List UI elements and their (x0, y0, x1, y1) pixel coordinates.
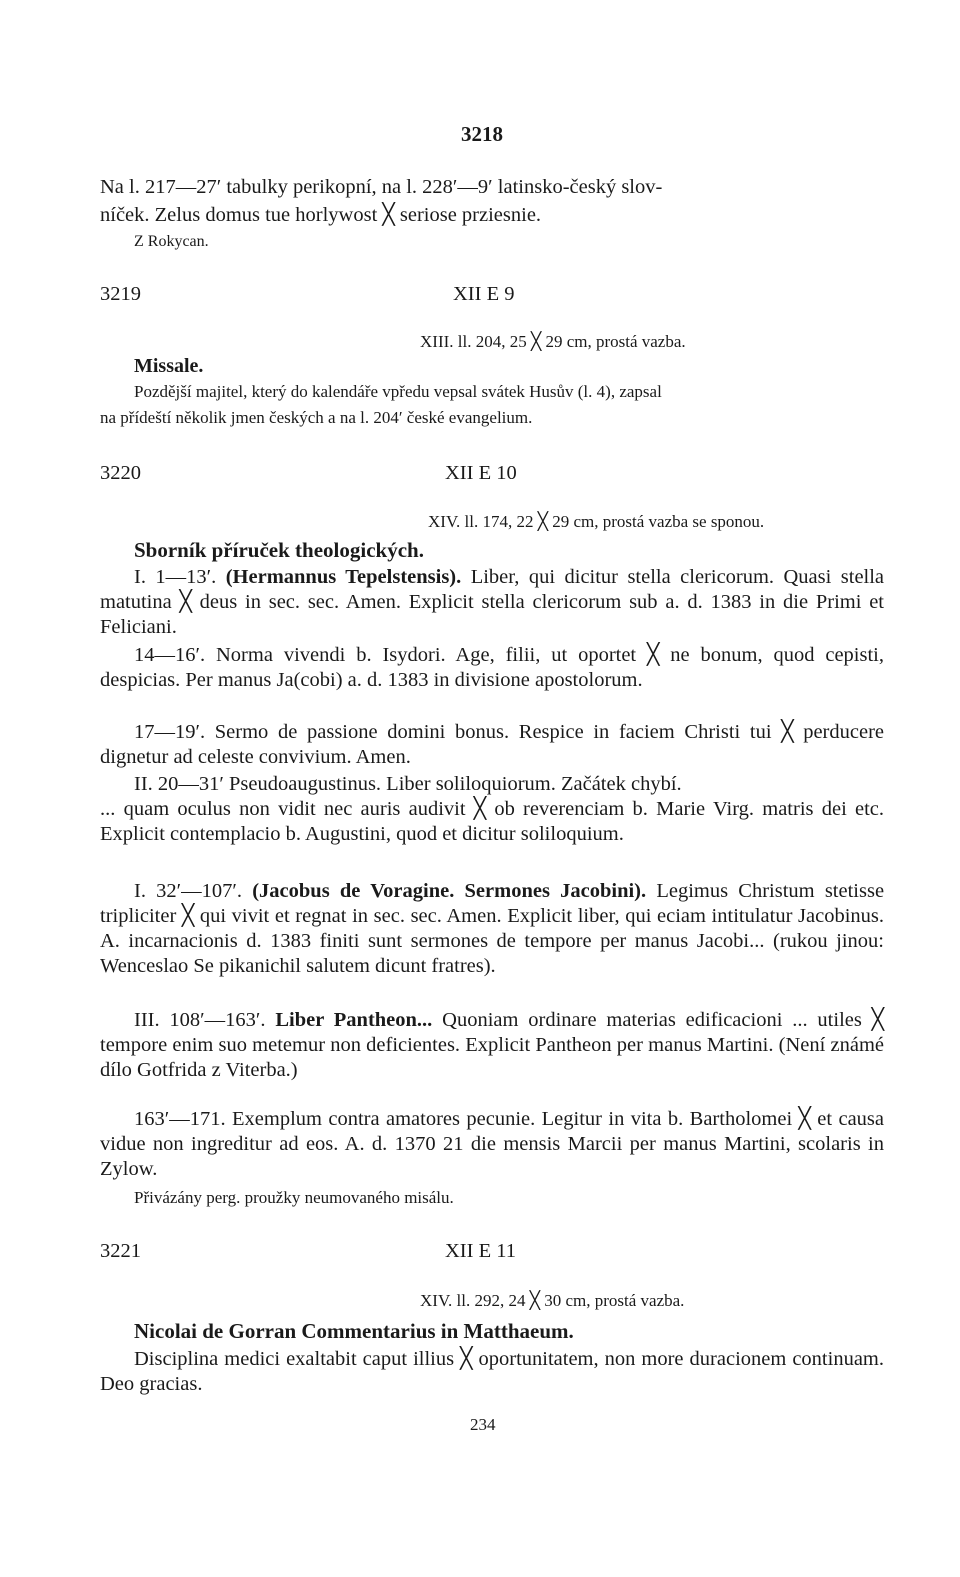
physical-description: XIV. ll. 174, 22 ╳ 29 cm, prostá vazba se sponou. (428, 512, 765, 531)
paragraph-text: Liber, qui dicitur stella clericorum. Quasi stella matutina ╳ deus in sec. sec. Amen. Explicit stella clericorum sub a. d. 1383 in die Primi et Feliciani. (100, 566, 885, 638)
entry-3218-line: Na l. 217—27′ tabulky perikopní, na l. 228′—9′ latinsko-český slov- (100, 176, 663, 198)
author-name: (Jacobus de Voragine. Sermones Jacobini). (252, 880, 647, 902)
content-paragraph (100, 879, 884, 979)
physical-description: XIII. ll. 204, 25 ╳ 29 cm, prostá vazba. (420, 332, 686, 351)
entry-3218-provenance: Z Rokycan. (134, 233, 209, 250)
paragraph-text: 17—19′. Sermo de passione domini bonus. Respice in faciem Christi tui ╳ perducere dignetur ad celeste convivium. Amen. (100, 721, 884, 768)
entry-note-line: Pozdější majitel, který do kalendáře vpředu vepsal svátek Husův (l. 4), zapsal (134, 382, 662, 401)
entry-title: Missale. (134, 355, 204, 377)
folio-range: I. 32′—107′. (134, 880, 243, 902)
entry-title: Nicolai de Gorran Commentarius in Matthaeum. (134, 1319, 574, 1343)
entry-number: 3221 (100, 1240, 141, 1262)
work-title: Liber Pantheon... (275, 1009, 433, 1031)
content-paragraph (100, 797, 884, 847)
paragraph-text: Quoniam ordinare materias edificacioni ... utiles ╳ tempore enim suo metemur non deficientes. Explicit Pantheon per manus Martini. (Není známé dílo Gotfrida z Viterba.) (100, 1009, 885, 1081)
paragraph-text: II. 20—31′ Pseudoaugustinus. Liber soliloquiorum. Začátek chybí. (134, 773, 682, 795)
content-paragraph (100, 1008, 884, 1083)
entry-note: Přivázány perg. proužky neumovaného misálu. (134, 1188, 454, 1207)
paragraph-text: 163′—171. Exemplum contra amatores pecunie. Legitur in vita b. Bartholomei ╳ et causa vidue non ingreditur ad eos. A. d. 1370 21 die mensis Marcii per manus Martini, scolaris in Zylow. (100, 1108, 884, 1180)
author-name: (Hermannus Tepelstensis). (225, 566, 462, 588)
shelf-signature: XII E 11 (445, 1240, 516, 1262)
folio-range: III. 108′—163′. (134, 1009, 266, 1031)
entry-number: 3219 (100, 283, 141, 305)
folio-range: I. 1—13′. (134, 566, 217, 588)
content-paragraph (100, 643, 884, 693)
page-header-number: 3218 (461, 122, 503, 146)
entry-note-line: na přídeští několik jmen českých a na l. 204′ české evangelium. (100, 408, 533, 427)
physical-description: XIV. ll. 292, 24 ╳ 30 cm, prostá vazba. (420, 1291, 685, 1310)
shelf-signature: XII E 9 (453, 283, 515, 305)
content-paragraph (100, 565, 884, 640)
entry-number: 3220 (100, 462, 141, 484)
shelf-signature: XII E 10 (445, 462, 517, 484)
paragraph-text: Disciplina medici exaltabit caput illius ╳ oportunitatem, non more duracionem continuam. Deo gracias. (100, 1348, 884, 1395)
paragraph-text: 14—16′. Norma vivendi b. Isydori. Age, filii, ut oportet ╳ ne bonum, quod cepisti, despicias. Per manus Ja(cobi) a. d. 1383 in divisione apostolorum. (100, 644, 884, 691)
page-footer-number: 234 (470, 1415, 496, 1434)
paragraph-text: ... quam oculus non vidit nec auris audivit ╳ ob reverenciam b. Marie Virg. matris dei etc. Explicit contemplacio b. Augustini, quod et dicitur soliloquium. (100, 798, 884, 845)
content-paragraph (100, 720, 884, 770)
content-paragraph (100, 772, 884, 797)
paragraph-text: Legimus Christum stetisse tripliciter ╳ qui vivit et regnat in sec. sec. Amen. Explicit liber, qui eciam intitulatur Jacobinus. A. incarnacionis d. 1383 finiti sunt sermones de tempore per manus Jacobi... (rukou jinou: Wenceslao Se pikanichil salutem dicunt fratres). (100, 880, 885, 977)
content-paragraph (100, 1347, 884, 1397)
entry-title: Sborník příruček theologických. (134, 538, 424, 562)
entry-3218-line: níček. Zelus domus tue horlywost ╳ seriose prziesnie. (100, 204, 542, 226)
content-paragraph (100, 1107, 884, 1182)
